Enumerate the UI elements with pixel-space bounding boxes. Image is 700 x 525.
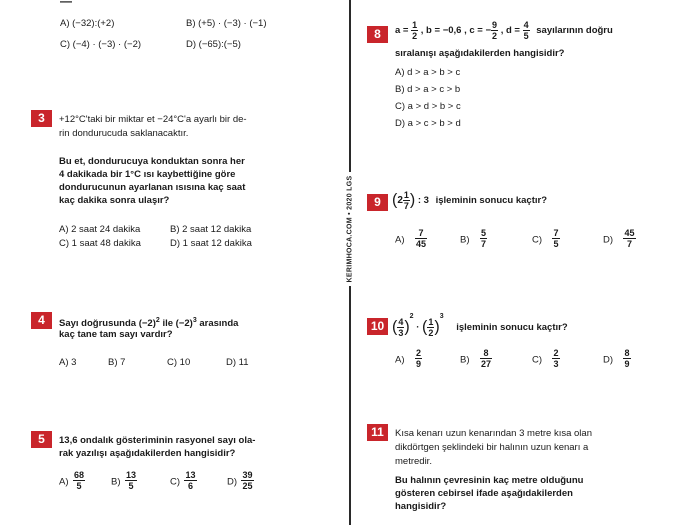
q10-option-c-den: 3 — [553, 359, 559, 369]
q3-option-b[interactable]: B) 2 saat 12 dakika — [170, 224, 252, 235]
q8-tail: sayılarının doğru — [536, 25, 613, 37]
q10-option-b[interactable] — [460, 348, 492, 369]
q8-d-num: 4 — [523, 20, 529, 30]
q3-text-line2: rin dondurucuda saklanacaktır. — [59, 128, 189, 139]
q9-option-d-num: 45 — [624, 228, 635, 238]
q10-option-b-den: 27 — [480, 359, 491, 369]
q10-f1-num: 4 — [398, 316, 404, 327]
q10-option-a-num: 2 — [415, 348, 421, 358]
q9-whole: 2 — [397, 195, 403, 206]
q10-option-a[interactable] — [395, 348, 422, 369]
q3-bold-line1: Bu et, dondurucuya konduktan sonra her — [59, 156, 245, 167]
q10-option-b-label: B) — [460, 354, 470, 366]
q10-exp2: 3 — [439, 313, 444, 320]
q8-option-a[interactable]: A) d > a > b > c — [395, 67, 461, 78]
q9-option-b-num: 5 — [480, 228, 486, 238]
prev-option-c[interactable]: C) (−4) · (−3) · (−2) — [60, 39, 142, 50]
q8-option-d[interactable]: D) a > c > b > d — [395, 118, 461, 129]
q10-option-d-label: D) — [603, 354, 614, 366]
q3-bold-line4: kaç dakika sonra ulaşır? — [59, 195, 170, 206]
q4-option-d[interactable]: D) 11 — [226, 357, 249, 368]
q3-option-d[interactable]: D) 1 saat 12 dakika — [170, 238, 252, 249]
q5-option-d-num: 39 — [242, 470, 253, 480]
column-divider-bottom — [349, 286, 351, 525]
q10-option-a-label: A) — [395, 354, 405, 366]
q3-option-a[interactable]: A) 2 saat 24 dakika — [59, 224, 141, 235]
q9-option-c-den: 5 — [553, 239, 559, 249]
prev-option-d[interactable]: D) (−65):(−5) — [186, 39, 241, 50]
q4-text-b: ile — [162, 318, 173, 330]
q10-option-d[interactable] — [603, 348, 631, 369]
q9-op: : 3 — [417, 195, 429, 206]
q4-expr2: (−2) — [175, 318, 193, 330]
q3-bold-line2: 4 dakikada bir 1°C ısı kaybettiğine göre — [59, 169, 236, 180]
question-number-5: 5 — [31, 431, 52, 448]
q10-option-a-den: 9 — [415, 359, 421, 369]
q10-f2-den: 2 — [428, 327, 434, 338]
q9-option-b-label: B) — [460, 234, 470, 246]
q8-text-line2: sıralanışı aşağıdakilerden hangisidir? — [395, 48, 565, 59]
q9-option-b[interactable] — [460, 228, 487, 249]
q10-option-c[interactable] — [532, 348, 560, 369]
q9-option-a-num: 7 — [415, 228, 427, 239]
q10-text: ( $\frac{4}{3}$ )$^2$ · ( $\frac{1}{2}$ )$^3$ işleminin sonucu kaçtır? — [392, 313, 568, 338]
question-number-9: 9 — [367, 194, 388, 211]
q10-option-d-den: 9 — [624, 359, 630, 369]
prev-option-b[interactable]: B) (+5) · (−3) · (−1) — [186, 18, 267, 29]
q4-text-c: arasında — [199, 318, 239, 330]
q11-text-line2: dikdörtgen şeklindeki bir halının uzun kenarı a — [395, 442, 589, 453]
q9-option-a-label: A) — [395, 234, 405, 246]
q5-text-line1: 13,6 ondalık gösteriminin rasyonel sayı ola- — [59, 435, 256, 446]
q4-option-a[interactable]: A) 3 — [59, 357, 77, 368]
q10-f1-den: 3 — [398, 327, 404, 338]
watermark — [343, 174, 357, 284]
q5-option-d-label: D) — [227, 476, 238, 488]
q10-option-c-label: C) — [532, 354, 543, 366]
q9-option-a[interactable] — [395, 228, 427, 249]
q5-option-a[interactable] — [59, 470, 85, 491]
q11-text-line1: Kısa kenarı uzun kenarından 3 metre kısa olan — [395, 428, 592, 439]
q9-option-b-den: 7 — [480, 239, 486, 249]
q5-option-b-den: 5 — [128, 481, 134, 491]
q5-option-a-label: A) — [59, 476, 69, 488]
q9-option-c-label: C) — [532, 234, 543, 246]
q8-text-line1 — [395, 20, 613, 41]
question-number-4: 4 — [31, 312, 52, 329]
q9-num: 1 — [403, 190, 409, 200]
q5-option-a-den: 5 — [76, 481, 82, 491]
q5-option-c-label: C) — [170, 476, 181, 488]
q10-option-c-num: 2 — [553, 348, 559, 358]
q10-option-b-num: 8 — [480, 348, 492, 359]
question-number-8: 8 — [367, 26, 388, 43]
q9-option-c[interactable] — [532, 228, 560, 249]
q8-d-den: 5 — [523, 31, 529, 41]
q5-option-c-den: 6 — [187, 481, 193, 491]
watermark-text: KERIMHOCA.COM • 2020 LGS — [346, 175, 354, 283]
prev-option-a[interactable]: A) (−32):(+2) — [60, 18, 115, 29]
q8-option-b[interactable]: B) d > a > c > b — [395, 84, 461, 95]
question-number-3: 3 — [31, 110, 52, 127]
q9-option-a-den: 45 — [415, 239, 426, 249]
q8-option-c[interactable]: C) a > d > b > c — [395, 101, 461, 112]
q5-text-line2: rak yazılışı aşağıdakilerden hangisidir? — [59, 448, 236, 459]
q11-bold-line2: gösteren cebirsel ifade aşağıdakilerden — [395, 488, 573, 499]
q8-a-label: a = — [395, 25, 409, 37]
question-number-11: 11 — [367, 424, 388, 441]
q5-option-b-label: B) — [111, 476, 121, 488]
q10-option-d-num: 8 — [624, 348, 630, 358]
q10-dot: · — [416, 321, 420, 333]
q3-text-line1: +12°C'taki bir miktar et −24°C'a ayarlı bir de- — [59, 114, 247, 125]
q5-option-d[interactable] — [227, 470, 254, 491]
q9-den: 7 — [403, 201, 409, 211]
q11-text-line3: metredir. — [395, 456, 432, 467]
q4-option-c[interactable]: C) 10 — [167, 357, 191, 368]
q9-text: (2 $\frac{1}{7}$ ) : 3 işleminin sonucu kaçtır? — [392, 190, 547, 211]
q8-a-den: 2 — [412, 31, 418, 41]
q11-bold-line3: hangisidir? — [395, 501, 447, 512]
q9-option-d[interactable] — [603, 228, 636, 249]
q3-option-c[interactable]: C) 1 saat 48 dakika — [59, 238, 141, 249]
q8-a-num: 1 — [412, 20, 418, 30]
question-number-10: 10 — [367, 318, 388, 335]
q3-bold-line3: dondurucunun ayarlanan ısısına kaç saat — [59, 182, 246, 193]
q5-option-d-den: 25 — [242, 481, 253, 491]
q4-option-b[interactable]: B) 7 — [108, 357, 126, 368]
q4-text-line2: kaç tane tam sayı vardır? — [59, 329, 173, 340]
q8-c-num: 9 — [492, 20, 498, 30]
q4-exp1: 2 — [155, 317, 160, 324]
q8-b-label: , b = −0,6 , c = − — [420, 25, 492, 37]
q9-option-c-num: 7 — [553, 228, 559, 238]
q5-option-a-num: 68 — [73, 470, 84, 480]
column-divider-top — [349, 0, 351, 172]
q4-text-a: Sayı doğrusunda — [59, 318, 137, 330]
q4-exp2: 3 — [192, 317, 197, 324]
top-mark: — — [60, 0, 72, 8]
q4-expr1: (−2) — [138, 318, 156, 330]
q9-option-d-den: 7 — [626, 239, 632, 249]
q5-option-c[interactable] — [170, 470, 197, 491]
q9-question: işleminin sonucu kaçtır? — [435, 195, 547, 206]
q8-d-label: , d = — [500, 25, 520, 37]
q10-question: işleminin sonucu kaçtır? — [456, 321, 568, 333]
q9-option-d-label: D) — [603, 234, 614, 246]
q8-c-den: 2 — [492, 31, 498, 41]
q5-option-b-num: 13 — [125, 470, 136, 480]
q5-option-c-num: 13 — [185, 470, 196, 480]
q10-exp1: 2 — [409, 313, 414, 320]
q10-f2-num: 1 — [428, 316, 434, 327]
q11-bold-line1: Bu halının çevresinin kaç metre olduğunu — [395, 475, 584, 486]
q5-option-b[interactable] — [111, 470, 137, 491]
